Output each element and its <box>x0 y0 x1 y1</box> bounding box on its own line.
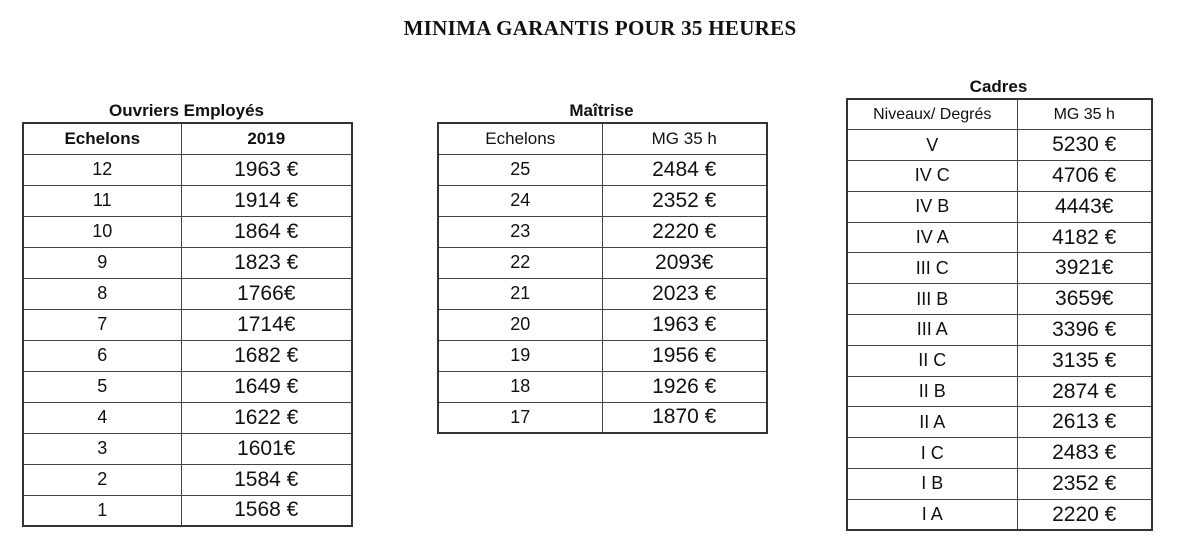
row-value-cell: 2220 € <box>602 216 767 247</box>
table-row <box>847 499 1152 530</box>
row-value-cell: 5230 € <box>1017 130 1152 161</box>
row-label-cell: 12 <box>23 154 181 185</box>
row-label-cell: IV C <box>847 161 1017 192</box>
row-value-cell: 3659€ <box>1017 284 1152 315</box>
row-label-cell: 18 <box>438 371 602 402</box>
row-value-cell: 1963 € <box>181 154 352 185</box>
table-row <box>847 253 1152 284</box>
row-label-cell: 24 <box>438 185 602 216</box>
table-row <box>847 191 1152 222</box>
row-label-cell: 19 <box>438 340 602 371</box>
row-value-cell: 1601€ <box>181 433 352 464</box>
row-label-cell: II C <box>847 345 1017 376</box>
row-value-cell: 3135 € <box>1017 345 1152 376</box>
row-value-cell: 2220 € <box>1017 499 1152 530</box>
column-header-echelons: Echelons <box>23 123 181 154</box>
table-row <box>847 438 1152 469</box>
table-row <box>438 278 767 309</box>
row-label-cell: III B <box>847 284 1017 315</box>
row-value-cell: 1714€ <box>181 309 352 340</box>
table-row <box>847 222 1152 253</box>
table-row <box>438 185 767 216</box>
row-label-cell: IV B <box>847 191 1017 222</box>
row-label-cell: 17 <box>438 402 602 433</box>
row-value-cell: 1870 € <box>602 402 767 433</box>
table-row <box>23 464 352 495</box>
column-header-echelons: Echelons <box>438 123 602 154</box>
row-value-cell: 2093€ <box>602 247 767 278</box>
row-value-cell: 1963 € <box>602 309 767 340</box>
table-row <box>23 278 352 309</box>
column-header-year: 2019 <box>181 123 352 154</box>
row-value-cell: 1926 € <box>602 371 767 402</box>
row-label-cell: 1 <box>23 495 181 526</box>
row-label-cell: II A <box>847 407 1017 438</box>
table-header-row <box>438 123 767 154</box>
table-row <box>847 284 1152 315</box>
row-label-cell: 10 <box>23 216 181 247</box>
table-row <box>438 216 767 247</box>
row-value-cell: 1568 € <box>181 495 352 526</box>
table-row <box>23 495 352 526</box>
table-row <box>23 247 352 278</box>
table-row <box>847 130 1152 161</box>
row-label-cell: IV A <box>847 222 1017 253</box>
row-label-cell: V <box>847 130 1017 161</box>
row-value-cell: 3396 € <box>1017 315 1152 346</box>
table-header-row <box>847 99 1152 130</box>
row-label-cell: 9 <box>23 247 181 278</box>
row-label-cell: II B <box>847 376 1017 407</box>
row-label-cell: I C <box>847 438 1017 469</box>
row-value-cell: 2484 € <box>602 154 767 185</box>
column-header-mg35h: MG 35 h <box>1017 99 1152 130</box>
row-label-cell: 23 <box>438 216 602 247</box>
row-label-cell: 8 <box>23 278 181 309</box>
row-value-cell: 1584 € <box>181 464 352 495</box>
table-row <box>23 433 352 464</box>
table-row <box>23 216 352 247</box>
column-header-mg35h: MG 35 h <box>602 123 767 154</box>
cadres-table <box>846 98 1153 531</box>
cadres-title: Cadres <box>969 77 1028 96</box>
maitrise-table <box>437 122 768 434</box>
row-value-cell: 1622 € <box>181 402 352 433</box>
row-label-cell: 21 <box>438 278 602 309</box>
row-label-cell: 6 <box>23 340 181 371</box>
row-label-cell: 2 <box>23 464 181 495</box>
table-row <box>23 185 352 216</box>
table-row <box>438 309 767 340</box>
row-label-cell: 3 <box>23 433 181 464</box>
row-value-cell: 1682 € <box>181 340 352 371</box>
row-label-cell: 7 <box>23 309 181 340</box>
table-row <box>847 469 1152 500</box>
row-value-cell: 3921€ <box>1017 253 1152 284</box>
row-value-cell: 1766€ <box>181 278 352 309</box>
row-value-cell: 2023 € <box>602 278 767 309</box>
row-value-cell: 2483 € <box>1017 438 1152 469</box>
row-label-cell: III A <box>847 315 1017 346</box>
row-label-cell: I B <box>847 469 1017 500</box>
row-value-cell: 2352 € <box>602 185 767 216</box>
table-row <box>23 371 352 402</box>
table-row <box>438 340 767 371</box>
ouvriers-employes-title: Ouvriers Employés <box>109 101 264 120</box>
row-value-cell: 2613 € <box>1017 407 1152 438</box>
table-row <box>23 154 352 185</box>
table-row <box>847 407 1152 438</box>
table-row <box>438 402 767 433</box>
table-row <box>438 154 767 185</box>
row-label-cell: 5 <box>23 371 181 402</box>
cadres-section <box>846 76 1151 531</box>
row-label-cell: 22 <box>438 247 602 278</box>
maitrise-title: Maîtrise <box>569 101 634 120</box>
row-value-cell: 1649 € <box>181 371 352 402</box>
row-label-cell: 11 <box>23 185 181 216</box>
row-label-cell: 20 <box>438 309 602 340</box>
table-header-row <box>23 123 352 154</box>
table-row <box>23 309 352 340</box>
page-title: MINIMA GARANTIS POUR 35 HEURES <box>403 16 797 40</box>
table-row <box>847 345 1152 376</box>
column-header-niveaux-degres: Niveaux/ Degrés <box>847 99 1017 130</box>
row-value-cell: 4443€ <box>1017 191 1152 222</box>
row-label-cell: III C <box>847 253 1017 284</box>
row-label-cell: I A <box>847 499 1017 530</box>
row-value-cell: 1823 € <box>181 247 352 278</box>
ouvriers-employes-section <box>22 100 351 527</box>
row-value-cell: 4706 € <box>1017 161 1152 192</box>
table-row <box>847 376 1152 407</box>
table-row <box>847 161 1152 192</box>
table-row <box>847 315 1152 346</box>
row-label-cell: 4 <box>23 402 181 433</box>
row-value-cell: 2874 € <box>1017 376 1152 407</box>
table-row <box>23 340 352 371</box>
row-value-cell: 4182 € <box>1017 222 1152 253</box>
table-row <box>438 371 767 402</box>
ouvriers-employes-table <box>22 122 353 527</box>
row-label-cell: 25 <box>438 154 602 185</box>
table-row <box>438 247 767 278</box>
maitrise-section <box>437 100 766 434</box>
row-value-cell: 1864 € <box>181 216 352 247</box>
row-value-cell: 1914 € <box>181 185 352 216</box>
row-value-cell: 2352 € <box>1017 469 1152 500</box>
row-value-cell: 1956 € <box>602 340 767 371</box>
table-row <box>23 402 352 433</box>
